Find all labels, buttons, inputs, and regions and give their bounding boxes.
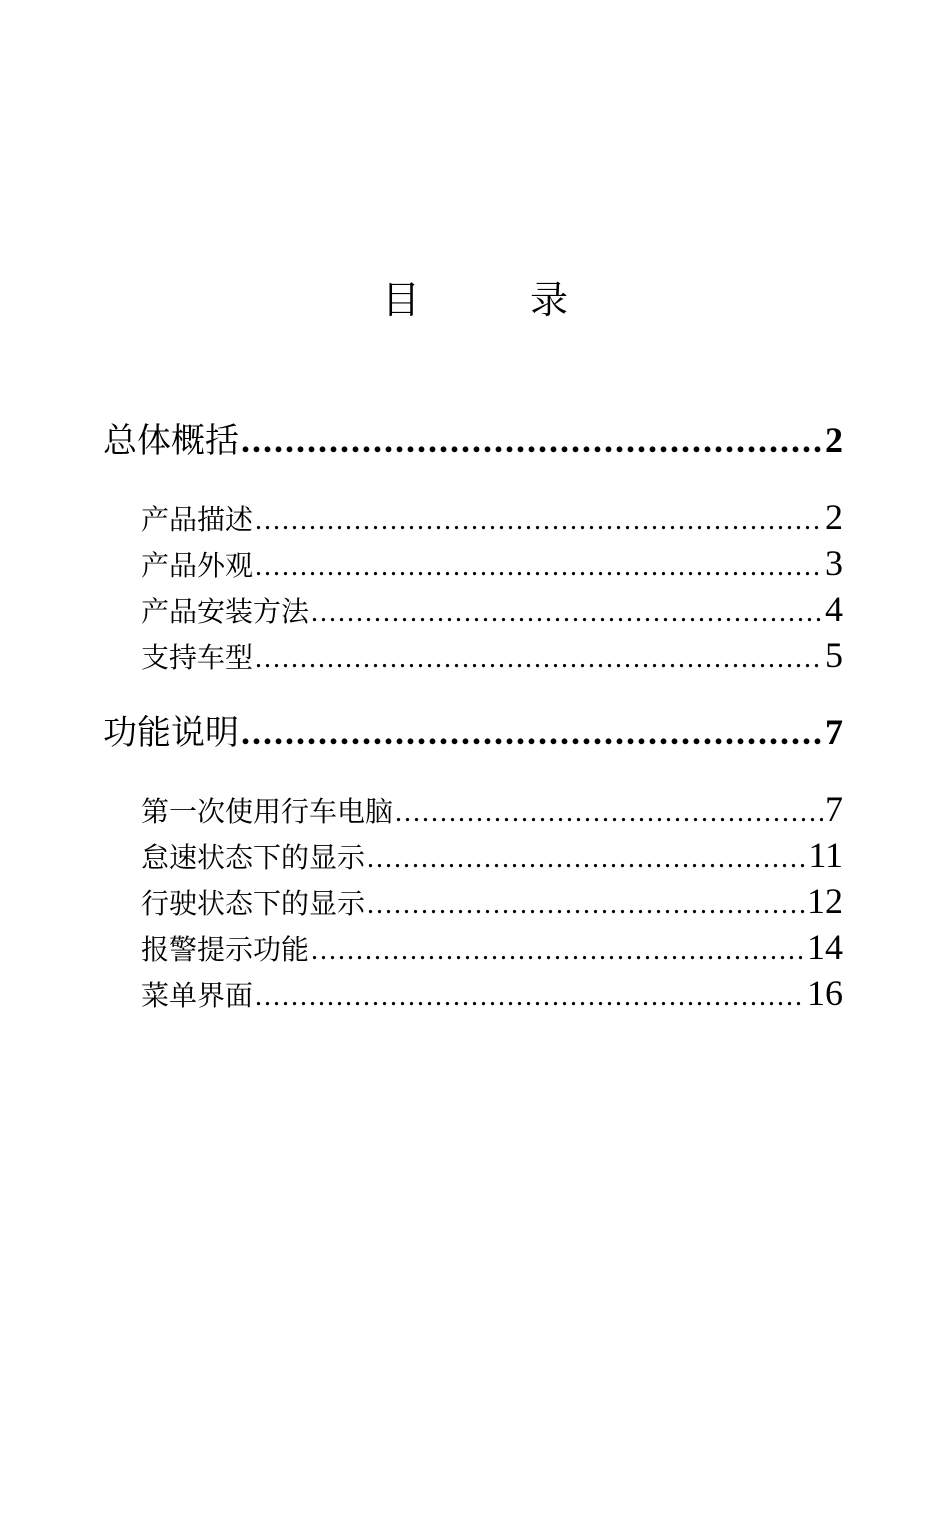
toc-page-number: 16	[807, 973, 843, 1013]
toc-section-label: 总体概括	[103, 421, 239, 461]
toc-page-number: 11	[808, 835, 843, 875]
toc-page-number: 5	[825, 635, 843, 675]
dot-leader	[255, 498, 823, 540]
toc-page-number: 3	[825, 543, 843, 583]
page-title	[0, 278, 950, 322]
dot-leader	[367, 836, 806, 878]
dot-leader	[311, 590, 823, 632]
dot-leader	[255, 974, 805, 1016]
toc-entry-label: 产品外观	[141, 549, 254, 582]
toc-entry-row[interactable]	[103, 832, 843, 878]
toc-entry-row[interactable]	[103, 632, 843, 678]
dot-leader	[311, 928, 805, 970]
toc-entry-label: 第一次使用行车电脑	[141, 795, 394, 828]
toc-section-row[interactable]	[103, 412, 843, 468]
toc-entry-row[interactable]	[103, 540, 843, 586]
title-char-2: 录	[530, 278, 569, 322]
toc-page-number: 14	[807, 927, 843, 967]
dot-leader	[241, 412, 823, 468]
toc-entry-label: 行驶状态下的显示	[141, 887, 366, 920]
toc-entry-row[interactable]	[103, 924, 843, 970]
toc-page-number: 7	[825, 712, 843, 752]
dot-leader	[241, 704, 823, 760]
toc-entry-label: 产品安装方法	[141, 595, 310, 628]
toc-entry-row[interactable]	[103, 878, 843, 924]
toc-page-number: 2	[825, 497, 843, 537]
toc-section-row[interactable]	[103, 704, 843, 760]
toc-page-number: 12	[807, 881, 843, 921]
toc-entry-row[interactable]	[103, 494, 843, 540]
dot-leader	[255, 636, 823, 678]
toc-page-number: 4	[825, 589, 843, 629]
toc-entry-label: 报警提示功能	[141, 933, 310, 966]
toc-entry-label: 支持车型	[141, 641, 254, 674]
dot-leader	[395, 790, 823, 832]
toc-section-label: 功能说明	[103, 713, 239, 753]
toc-page-number: 2	[825, 420, 843, 460]
toc-entry-label: 菜单界面	[141, 979, 254, 1012]
toc-entry-row[interactable]	[103, 970, 843, 1016]
toc-entry-label: 怠速状态下的显示	[141, 841, 366, 874]
table-of-contents	[103, 412, 843, 1016]
toc-entry-row[interactable]	[103, 586, 843, 632]
title-char-1: 目	[381, 278, 420, 322]
toc-entry-label: 产品描述	[141, 503, 254, 536]
dot-leader	[255, 544, 823, 586]
dot-leader	[367, 882, 805, 924]
toc-entry-row[interactable]	[103, 786, 843, 832]
toc-page-number: 7	[825, 789, 843, 829]
